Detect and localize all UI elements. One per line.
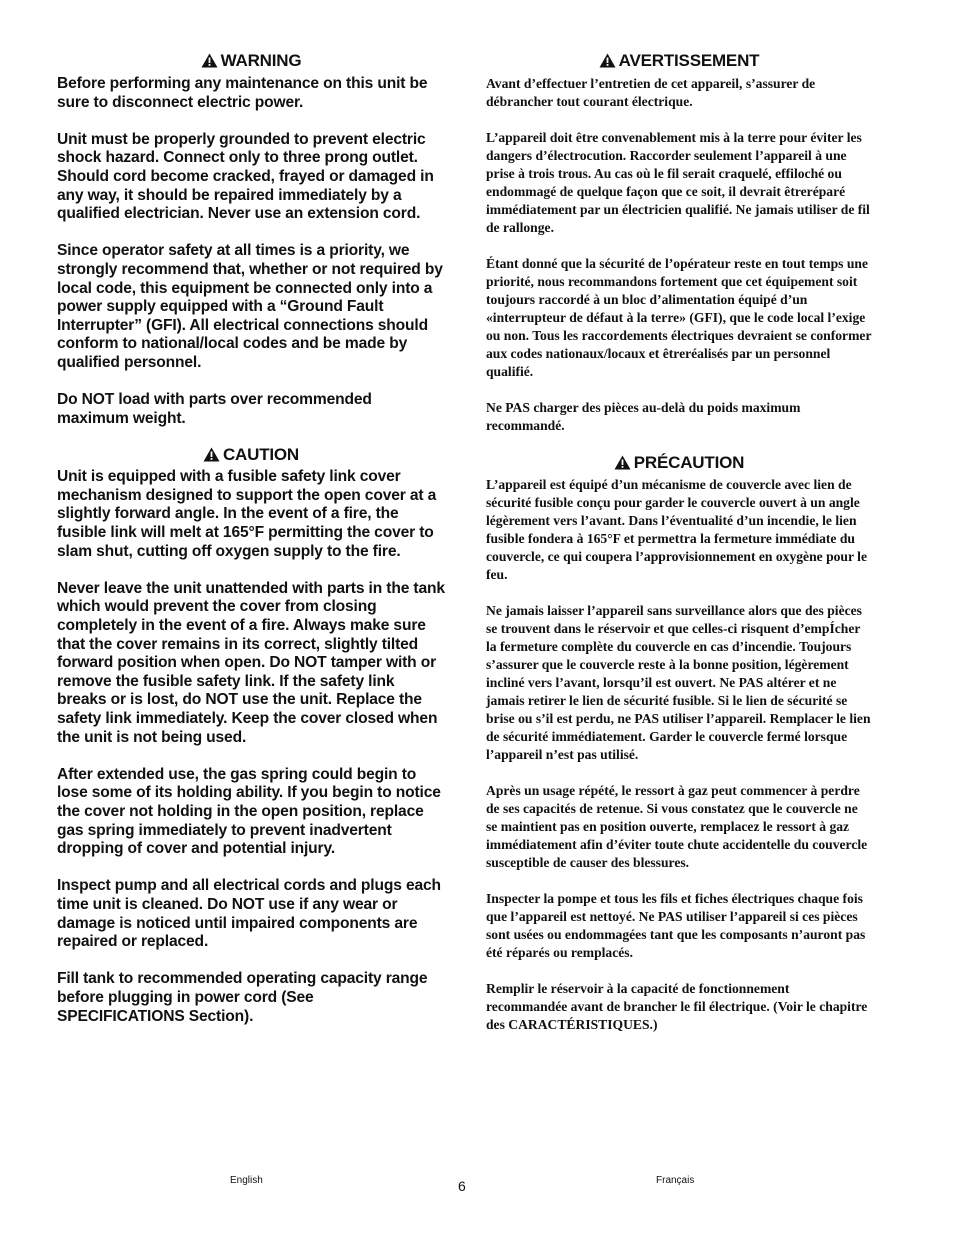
caution-heading	[57, 444, 445, 468]
warning-heading	[57, 50, 445, 74]
warning-triangle-icon	[614, 454, 631, 476]
precaution-paragraph: L’appareil est équipé d’un mécanisme de couvercle avec lien de sécurité fusible conçu pour garder le couvercle ouvert à un angle légèrement vers l’avant. Dans l’éventualité d’un incendie, le lien fusible fondera à 165°F et permettra la fermeture immédiate du couvercle, ce qui coupera l’approvisionnement en oxygène pour le feu.	[486, 477, 867, 582]
avertissement-paragraph: Ne PAS charger des pièces au-delà du poids maximum recommandé.	[486, 400, 801, 433]
avertissement-paragraph: L’appareil doit être convenablement mis à la terre pour éviter les dangers d’électrocution. Raccorder seulement l’appareil à une prise à trois trous. Au cas où le fil serait craquelé, effiloché ou endommagé de quelque façon que ce soit, il devrait êtreréparé immédiatement par un électricien qualifié. Ne jamais utiliser de fil de rallonge.	[486, 130, 870, 235]
footer-language-french: Français	[656, 1175, 695, 1186]
page-number: 6	[458, 1178, 466, 1194]
warning-paragraph: Do NOT load with parts over recommended maximum weight.	[57, 391, 372, 427]
caution-paragraph: After extended use, the gas spring could begin to lose some of its holding ability. If you begin to notice the cover not holding in the open position, replace gas spring immediately to prevent inadvertent dropping of cover and potential injury.	[57, 765, 441, 858]
warning-triangle-icon	[203, 446, 220, 468]
caution-paragraph: Never leave the unit unattended with parts in the tank which would prevent the cover from closing completely in the event of a fire. Always make sure that the cover remains in its correct, slightly tilted forward position when open. Do NOT tamper with or remove the fusible safety link. If the safety link breaks or is lost, do NOT use the unit. Replace the safety link immediately. Keep the cover closed when the unit is not being used.	[57, 579, 445, 746]
warning-paragraph: Unit must be properly grounded to prevent electric shock hazard. Connect only to three prong outlet. Should cord become cracked, frayed or damaged in any way, it should be repaired immediately by a qualified electrician. Never use an extension cord.	[57, 130, 434, 223]
warning-triangle-icon	[201, 52, 218, 74]
avertissement-title: AVERTISSEMENT	[618, 51, 760, 70]
avertissement-heading	[486, 50, 872, 74]
avertissement-paragraph: Avant d’effectuer l’entretien de cet appareil, s’assurer de débrancher tout courant électrique.	[486, 76, 816, 109]
precaution-paragraph: Ne jamais laisser l’appareil sans surveillance alors que des pièces se trouvent dans le réservoir et que celles-ci risquent d’empÍcher la fermeture complète du couvercle en cas d’incendie. Toujours s’assurer que le couvercle reste à la bonne position, légèrement incliné vers l’avant, lorsqu’il est ouvert. Ne PAS altérer et ne jamais retirer le lien de sécurité fusible. Si le lien de sécurité se brise ou s’il est perdu, ne PAS utiliser l’appareil. Remplacer le lien de sécurité immédiatement. Garder le couvercle fermé lorsque l’appareil n’est pas utilisé.	[486, 603, 871, 762]
caution-paragraph: Fill tank to recommended operating capacity range before plugging in power cord (See SPECIFICATIONS Section).	[57, 970, 428, 1025]
caution-title: CAUTION	[222, 445, 300, 465]
warning-paragraph: Before performing any maintenance on this unit be sure to disconnect electric power.	[57, 75, 428, 111]
precaution-paragraph: Remplir le réservoir à la capacité de fonctionnement recommandée avant de brancher le fil électrique. (Voir le chapitre des CARACTÉRISTIQUES.)	[486, 981, 868, 1032]
caution-paragraph: Inspect pump and all electrical cords and plugs each time unit is cleaned. Do NOT use if any wear or damage is noticed until impaired components are repaired or replaced.	[57, 877, 441, 951]
french-column	[486, 50, 872, 1052]
warning-title: WARNING	[220, 51, 302, 70]
caution-paragraph: Unit is equipped with a fusible safety link cover mechanism designed to support the open cover at a slightly forward angle. In the event of a fire, the fusible link will melt at 165°F permitting the cover to slam shut, cutting off oxygen supply to the fire.	[57, 468, 437, 560]
precaution-title: PRÉCAUTION	[633, 453, 745, 472]
warning-triangle-icon	[599, 52, 616, 74]
precaution-paragraph: Inspecter la pompe et tous les fils et fiches électriques chaque fois que l’appareil est nettoyé. Ne PAS utiliser l’appareil si ces pièces sont usées ou endommagées tant que les composants n’auront pas été réparés ou remplacés.	[486, 891, 866, 960]
english-column	[57, 50, 445, 1045]
precaution-paragraph: Après un usage répété, le ressort à gaz peut commencer à perdre de ses capacités de retenue. Si vous constatez que le couvercle ne se maintient pas en position ouverte, remplacez le ressort à gaz immédiatement afin d’éviter toute chute accidentelle du couvercle susceptible de causer des blessures.	[486, 783, 868, 870]
precaution-heading	[486, 452, 872, 476]
footer-language-english: English	[230, 1175, 263, 1186]
avertissement-paragraph: Étant donné que la sécurité de l’opérateur reste en tout temps une priorité, nous recommandons fortement que cet équipement soit toujours raccordé à un bloc d’alimentation équipé d’un «interrupteur de défaut à la terre» (GFI), que le code local l’exige ou non. Tous les raccordements électriques devraient se conformer aux codes nationaux/locaux et êtreréalisés par un personnel qualifié.	[486, 256, 872, 379]
warning-paragraph: Since operator safety at all times is a priority, we strongly recommend that, whether or not required by local code, this equipment be connected only into a power supply equipped with a “Ground Fault Interrupter” (GFI). All electrical connections should conform to national/local codes and be made by qualified personnel.	[57, 242, 443, 371]
